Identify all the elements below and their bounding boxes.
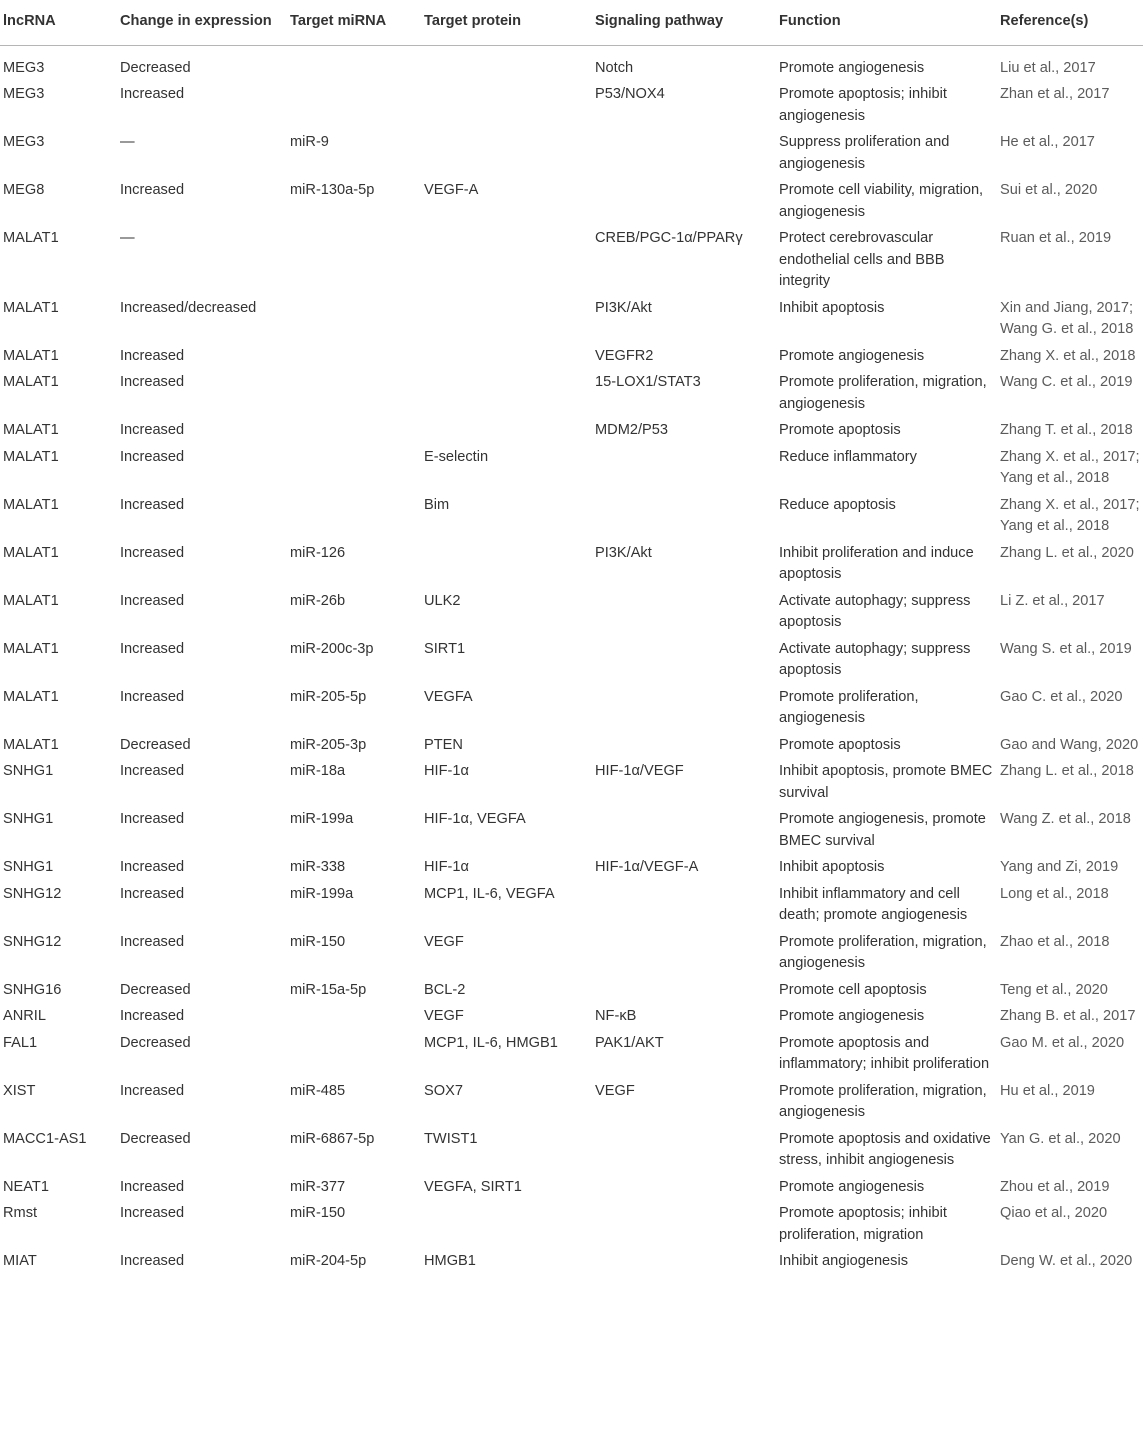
lncrna-cell: NEAT1 xyxy=(3,1178,49,1195)
target-protein-cell: HMGB1 xyxy=(424,1253,476,1269)
pathway-cell xyxy=(592,180,776,228)
pathway-cell: VEGF xyxy=(595,1082,635,1099)
change-cell: Decreased xyxy=(120,59,191,76)
target-protein-cell: ULK2 xyxy=(424,592,461,609)
header-target-mirna: Target miRNA xyxy=(287,0,421,45)
lncrna-cell: SNHG1 xyxy=(3,811,54,827)
reference-cell: Ruan et al., 2019 xyxy=(1000,230,1112,246)
function-cell: Promote cell viability, migration, angiogenesis xyxy=(779,182,984,220)
reference-cell: Zhang X. et al., 2017; Yang et al., 2018 xyxy=(1000,448,1140,486)
change-cell: Decreased xyxy=(120,1034,191,1051)
lncrna-cell: SNHG1 xyxy=(3,763,54,779)
target-mirna-cell xyxy=(287,495,421,543)
pathway-cell xyxy=(592,809,776,857)
function-cell: Reduce apoptosis xyxy=(779,496,896,513)
target-protein-cell: VEGFA, SIRT1 xyxy=(424,1178,522,1195)
table-row xyxy=(0,180,1143,228)
pathway-cell: P53/NOX4 xyxy=(595,86,665,102)
change-cell: Increased xyxy=(120,374,185,390)
target-protein-cell: VEGF-A xyxy=(424,182,479,198)
lncrna-cell: MALAT1 xyxy=(3,736,59,753)
pathway-cell: NF-κB xyxy=(595,1008,637,1024)
table-row xyxy=(0,1033,1143,1081)
function-cell: Promote apoptosis; inhibit angiogenesis xyxy=(779,86,947,124)
lncrna-cell: MEG3 xyxy=(3,86,45,102)
pathway-cell xyxy=(592,687,776,735)
reference-cell: Sui et al., 2020 xyxy=(1000,182,1098,198)
reference-cell: Yang and Zi, 2019 xyxy=(1000,859,1119,875)
reference-cell: Qiao et al., 2020 xyxy=(1000,1205,1108,1221)
function-cell: Promote angiogenesis xyxy=(779,347,925,364)
function-cell: Promote proliferation, migration, angiogenesis xyxy=(779,933,987,971)
table-row xyxy=(0,543,1143,591)
lncrna-cell: MIAT xyxy=(3,1253,37,1269)
table-row xyxy=(0,761,1143,809)
lncrna-cell: SNHG16 xyxy=(3,981,62,998)
lncrna-cell: MALAT1 xyxy=(3,299,59,316)
lncrna-cell: MALAT1 xyxy=(3,640,59,657)
target-protein-cell: VEGF xyxy=(424,1008,464,1024)
target-mirna-cell xyxy=(287,447,421,495)
lncrna-cell: MALAT1 xyxy=(3,422,59,438)
pathway-cell xyxy=(592,1251,776,1278)
target-protein-cell: Bim xyxy=(424,496,450,513)
reference-cell: Hu et al., 2019 xyxy=(1000,1082,1095,1099)
target-mirna-cell: miR-18a xyxy=(290,763,346,779)
function-cell: Promote angiogenesis xyxy=(779,1008,925,1024)
function-cell: Promote angiogenesis, promote BMEC survival xyxy=(779,811,986,849)
function-cell: Inhibit inflammatory and cell death; promote angiogenesis xyxy=(779,885,968,923)
pathway-cell xyxy=(592,639,776,687)
table-row xyxy=(0,1177,1143,1204)
target-mirna-cell xyxy=(287,45,421,84)
change-cell: Decreased xyxy=(120,736,191,753)
pathway-cell xyxy=(592,1203,776,1251)
pathway-cell xyxy=(592,932,776,980)
reference-cell: Zhan et al., 2017 xyxy=(1000,86,1110,102)
change-cell: — xyxy=(120,230,135,246)
change-cell: Decreased xyxy=(120,981,191,998)
reference-cell: Xin and Jiang, 2017; Wang G. et al., 2018 xyxy=(1000,299,1134,337)
function-cell: Promote apoptosis xyxy=(779,736,901,753)
reference-cell: Zhang X. et al., 2018 xyxy=(1000,347,1136,364)
target-protein-cell: SIRT1 xyxy=(424,640,466,657)
lncrna-cell: SNHG1 xyxy=(3,859,54,875)
function-cell: Promote proliferation, migration, angiogenesis xyxy=(779,374,987,412)
change-cell: Increased xyxy=(120,640,185,657)
change-cell: Increased xyxy=(120,763,185,779)
header-row xyxy=(0,0,1143,45)
function-cell: Inhibit apoptosis xyxy=(779,859,885,875)
table-row xyxy=(0,447,1143,495)
header-target-protein: Target protein xyxy=(421,0,592,45)
lncrna-cell: SNHG12 xyxy=(3,933,62,950)
table-row xyxy=(0,857,1143,884)
function-cell: Inhibit angiogenesis xyxy=(779,1253,909,1269)
pathway-cell xyxy=(592,591,776,639)
header-signaling-pathway: Signaling pathway xyxy=(592,0,776,45)
function-cell: Activate autophagy; suppress apoptosis xyxy=(779,640,971,678)
target-protein-cell: MCP1, IL-6, HMGB1 xyxy=(424,1034,558,1051)
change-cell: — xyxy=(120,134,135,150)
change-cell: Increased xyxy=(120,592,185,609)
change-cell: Increased xyxy=(120,422,185,438)
table-body xyxy=(0,45,1143,1278)
lncrna-cell: XIST xyxy=(3,1082,36,1099)
pathway-cell: PAK1/AKT xyxy=(595,1034,664,1051)
lncrna-cell: MALAT1 xyxy=(3,496,59,513)
target-mirna-cell: miR-126 xyxy=(290,544,346,561)
lncrna-cell: MACC1-AS1 xyxy=(3,1130,87,1147)
target-mirna-cell: miR-338 xyxy=(290,859,346,875)
target-mirna-cell: miR-377 xyxy=(290,1178,346,1195)
table-row xyxy=(0,45,1143,84)
reference-cell: Teng et al., 2020 xyxy=(1000,981,1108,998)
target-mirna-cell: miR-199a xyxy=(290,885,354,902)
function-cell: Inhibit proliferation and induce apoptosis xyxy=(779,544,974,582)
change-cell: Increased xyxy=(120,811,185,827)
change-cell: Increased xyxy=(120,1008,185,1024)
lncrna-cell: MALAT1 xyxy=(3,230,59,246)
pathway-cell: PI3K/Akt xyxy=(595,544,652,561)
function-cell: Suppress proliferation and angiogenesis xyxy=(779,134,950,172)
reference-cell: Deng W. et al., 2020 xyxy=(1000,1253,1133,1269)
target-protein-cell xyxy=(421,346,592,373)
target-mirna-cell: miR-6867-5p xyxy=(290,1130,375,1147)
function-cell: Promote apoptosis; inhibit proliferation, migration xyxy=(779,1205,947,1243)
change-cell: Increased xyxy=(120,182,185,198)
target-mirna-cell xyxy=(287,1006,421,1033)
table-row xyxy=(0,884,1143,932)
target-mirna-cell: miR-15a-5p xyxy=(290,981,367,998)
target-mirna-cell: miR-26b xyxy=(290,592,346,609)
target-mirna-cell xyxy=(287,298,421,346)
function-cell: Promote apoptosis xyxy=(779,422,901,438)
reference-cell: Li Z. et al., 2017 xyxy=(1000,592,1105,609)
table-row xyxy=(0,1129,1143,1177)
lncrna-cell: Rmst xyxy=(3,1205,38,1221)
table-row xyxy=(0,346,1143,373)
table-row xyxy=(0,1251,1143,1278)
reference-cell: He et al., 2017 xyxy=(1000,134,1095,150)
reference-cell: Yan G. et al., 2020 xyxy=(1000,1130,1121,1147)
target-protein-cell: VEGFA xyxy=(424,688,473,705)
table-row xyxy=(0,1081,1143,1129)
target-protein-cell xyxy=(421,228,592,298)
pathway-cell: PI3K/Akt xyxy=(595,299,652,316)
table-row xyxy=(0,132,1143,180)
reference-cell: Liu et al., 2017 xyxy=(1000,59,1096,76)
table-row xyxy=(0,1006,1143,1033)
table-row xyxy=(0,932,1143,980)
function-cell: Promote angiogenesis xyxy=(779,59,925,76)
pathway-cell: HIF-1α/VEGF xyxy=(595,763,684,779)
target-protein-cell xyxy=(421,1203,592,1251)
target-protein-cell xyxy=(421,420,592,447)
function-cell: Promote proliferation, angiogenesis xyxy=(779,688,919,726)
change-cell: Increased xyxy=(120,1082,185,1099)
pathway-cell xyxy=(592,132,776,180)
table-row xyxy=(0,420,1143,447)
table-row xyxy=(0,980,1143,1007)
lncrna-cell: MALAT1 xyxy=(3,688,59,705)
pathway-cell xyxy=(592,447,776,495)
lncrna-cell: SNHG12 xyxy=(3,885,62,902)
table-row xyxy=(0,1203,1143,1251)
function-cell: Inhibit apoptosis, promote BMEC survival xyxy=(779,763,993,801)
function-cell: Inhibit apoptosis xyxy=(779,299,885,316)
target-protein-cell: PTEN xyxy=(424,736,463,753)
reference-cell: Zhang L. et al., 2018 xyxy=(1000,763,1134,779)
target-mirna-cell: miR-205-5p xyxy=(290,688,367,705)
reference-cell: Wang Z. et al., 2018 xyxy=(1000,811,1131,827)
reference-cell: Gao M. et al., 2020 xyxy=(1000,1034,1125,1051)
pathway-cell: MDM2/P53 xyxy=(595,422,668,438)
pathway-cell xyxy=(592,884,776,932)
change-cell: Decreased xyxy=(120,1130,191,1147)
lncrna-cell: MEG8 xyxy=(3,182,45,198)
target-mirna-cell xyxy=(287,84,421,132)
target-protein-cell: MCP1, IL-6, VEGFA xyxy=(424,885,555,902)
lncrna-cell: MEG3 xyxy=(3,59,45,76)
reference-cell: Long et al., 2018 xyxy=(1000,885,1109,902)
target-protein-cell xyxy=(421,45,592,84)
target-mirna-cell: miR-199a xyxy=(290,811,354,827)
target-mirna-cell xyxy=(287,420,421,447)
pathway-cell xyxy=(592,1177,776,1204)
target-mirna-cell: miR-205-3p xyxy=(290,736,367,753)
function-cell: Promote proliferation, migration, angiogenesis xyxy=(779,1082,987,1120)
reference-cell: Zhang B. et al., 2017 xyxy=(1000,1008,1136,1024)
function-cell: Promote apoptosis and inflammatory; inhibit proliferation xyxy=(779,1034,990,1072)
header-lncrna: lncRNA xyxy=(0,0,117,45)
lncrna-cell: MALAT1 xyxy=(3,544,59,561)
table-row xyxy=(0,84,1143,132)
pathway-cell: HIF-1α/VEGF-A xyxy=(595,859,699,875)
target-mirna-cell: miR-485 xyxy=(290,1082,346,1099)
pathway-cell: Notch xyxy=(595,59,634,76)
reference-cell: Gao C. et al., 2020 xyxy=(1000,688,1123,705)
target-mirna-cell: miR-9 xyxy=(290,134,329,150)
table-row xyxy=(0,495,1143,543)
function-cell: Reduce inflammatory xyxy=(779,448,917,465)
table-row xyxy=(0,809,1143,857)
change-cell: Increased xyxy=(120,347,185,364)
table-row xyxy=(0,372,1143,420)
table-row xyxy=(0,639,1143,687)
change-cell: Increased xyxy=(120,859,185,875)
header-change-in-expression: Change in expression xyxy=(117,0,287,45)
lncrna-cell: MALAT1 xyxy=(3,374,59,390)
target-protein-cell xyxy=(421,132,592,180)
function-cell: Promote angiogenesis xyxy=(779,1178,925,1195)
target-protein-cell: SOX7 xyxy=(424,1082,463,1099)
target-protein-cell: BCL-2 xyxy=(424,981,466,998)
lncrna-cell: MALAT1 xyxy=(3,448,59,465)
reference-cell: Zhou et al., 2019 xyxy=(1000,1178,1110,1195)
header-function: Function xyxy=(776,0,997,45)
function-cell: Activate autophagy; suppress apoptosis xyxy=(779,592,971,630)
target-mirna-cell xyxy=(287,228,421,298)
change-cell: Increased xyxy=(120,86,185,102)
pathway-cell xyxy=(592,495,776,543)
table-row xyxy=(0,228,1143,298)
pathway-cell xyxy=(592,1129,776,1177)
change-cell: Increased xyxy=(120,885,185,902)
reference-cell: Wang S. et al., 2019 xyxy=(1000,640,1132,657)
pathway-cell: VEGFR2 xyxy=(595,347,654,364)
target-mirna-cell: miR-204-5p xyxy=(290,1253,367,1269)
change-cell: Increased xyxy=(120,688,185,705)
target-protein-cell: TWIST1 xyxy=(424,1130,478,1147)
target-protein-cell xyxy=(421,298,592,346)
reference-cell: Zhang L. et al., 2020 xyxy=(1000,544,1134,561)
change-cell: Increased xyxy=(120,1205,185,1221)
reference-cell: Gao and Wang, 2020 xyxy=(1000,736,1139,753)
header-references: Reference(s) xyxy=(997,0,1143,45)
target-mirna-cell xyxy=(287,346,421,373)
reference-cell: Zhang X. et al., 2017; Yang et al., 2018 xyxy=(1000,496,1140,534)
change-cell: Increased xyxy=(120,933,185,950)
lncrna-cell: MEG3 xyxy=(3,134,45,150)
target-mirna-cell xyxy=(287,372,421,420)
lncrna-cell: MALAT1 xyxy=(3,347,59,364)
target-protein-cell: VEGF xyxy=(424,933,464,950)
target-mirna-cell: miR-150 xyxy=(290,1205,346,1221)
lncrna-cell: MALAT1 xyxy=(3,592,59,609)
target-mirna-cell: miR-200c-3p xyxy=(290,640,374,657)
target-mirna-cell xyxy=(287,1033,421,1081)
target-protein-cell xyxy=(421,543,592,591)
target-protein-cell: HIF-1α xyxy=(424,763,469,779)
target-mirna-cell: miR-130a-5p xyxy=(290,182,375,198)
reference-cell: Zhang T. et al., 2018 xyxy=(1000,422,1133,438)
change-cell: Increased xyxy=(120,496,185,513)
change-cell: Increased xyxy=(120,544,185,561)
pathway-cell: 15-LOX1/STAT3 xyxy=(595,374,701,390)
function-cell: Promote apoptosis and oxidative stress, inhibit angiogenesis xyxy=(779,1130,991,1168)
reference-cell: Zhao et al., 2018 xyxy=(1000,933,1110,950)
target-protein-cell: HIF-1α, VEGFA xyxy=(424,811,526,827)
lncrna-cell: FAL1 xyxy=(3,1034,38,1051)
change-cell: Increased xyxy=(120,448,185,465)
pathway-cell xyxy=(592,980,776,1007)
change-cell: Increased xyxy=(120,1178,185,1195)
function-cell: Protect cerebrovascular endothelial cells and BBB integrity xyxy=(779,230,945,289)
lncrna-cell: ANRIL xyxy=(3,1008,46,1024)
target-protein-cell: E-selectin xyxy=(424,448,489,465)
table-row xyxy=(0,298,1143,346)
table-row xyxy=(0,687,1143,735)
target-protein-cell: HIF-1α xyxy=(424,859,469,875)
target-mirna-cell: miR-150 xyxy=(290,933,346,950)
function-cell: Promote cell apoptosis xyxy=(779,981,927,998)
table-row xyxy=(0,735,1143,762)
change-cell: Increased/decreased xyxy=(120,299,257,316)
target-protein-cell xyxy=(421,84,592,132)
pathway-cell: CREB/PGC-1α/PPARγ xyxy=(595,230,743,246)
target-protein-cell xyxy=(421,372,592,420)
table-row xyxy=(0,591,1143,639)
change-cell: Increased xyxy=(120,1253,185,1269)
pathway-cell xyxy=(592,735,776,762)
reference-cell: Wang C. et al., 2019 xyxy=(1000,374,1133,390)
